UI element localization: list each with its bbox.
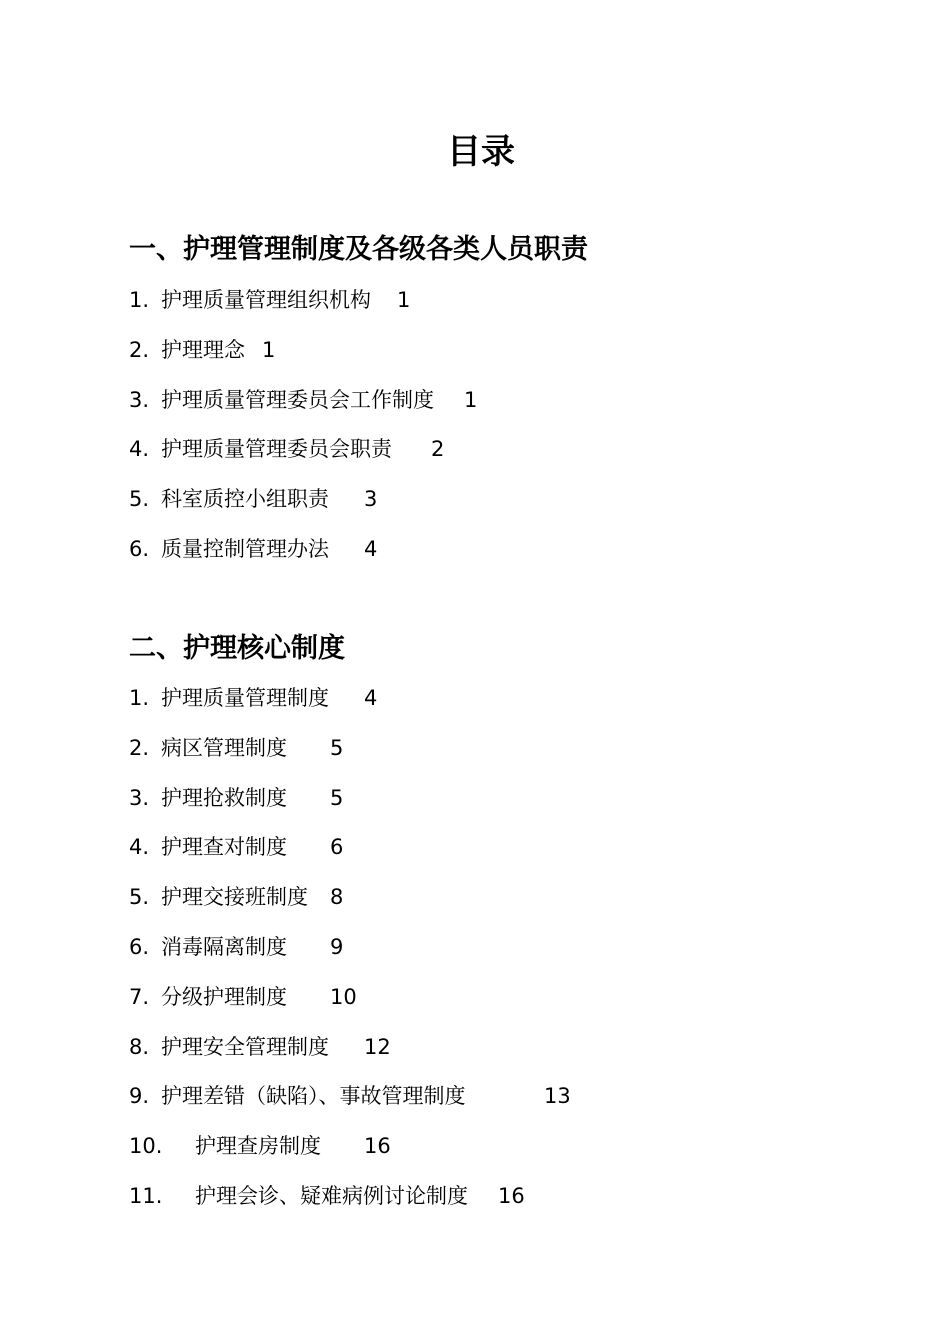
toc-item-number: 6. xyxy=(129,536,150,561)
toc-item-page: 10 xyxy=(330,984,357,1009)
toc-item-page: 2 xyxy=(431,437,445,462)
toc-item[interactable] xyxy=(129,684,571,734)
toc-item-page: 1 xyxy=(397,288,411,312)
toc-item-number: 8. xyxy=(129,1034,150,1059)
toc-list xyxy=(129,684,571,1232)
toc-item[interactable] xyxy=(129,485,588,535)
toc-item-title: 护理查房制度 xyxy=(195,1134,321,1159)
toc-item-page: 16 xyxy=(364,1134,391,1159)
toc-item[interactable] xyxy=(129,983,571,1033)
toc-item[interactable] xyxy=(129,933,571,983)
toc-item-title: 护理交接班制度 xyxy=(161,885,308,910)
toc-item-title: 护理会诊、疑难病例讨论制度 xyxy=(195,1183,468,1208)
toc-item-page: 4 xyxy=(364,686,378,710)
toc-item-title: 护理理念 xyxy=(161,337,245,362)
toc-item-number: 4. xyxy=(129,835,150,860)
toc-item-title: 护理安全管理制度 xyxy=(161,1034,329,1059)
toc-item-page: 8 xyxy=(330,885,344,910)
toc-item-title: 护理查对制度 xyxy=(161,835,287,860)
toc-item[interactable] xyxy=(129,336,588,386)
section-heading: 一、护理管理制度及各级各类人员职责 xyxy=(129,234,588,265)
toc-item[interactable] xyxy=(129,286,588,336)
toc-item-number: 10. xyxy=(129,1134,163,1159)
toc-list xyxy=(129,286,588,585)
toc-item[interactable] xyxy=(129,883,571,933)
toc-item[interactable] xyxy=(129,435,588,485)
toc-item-page: 9 xyxy=(330,934,344,959)
toc-item-page: 5 xyxy=(330,735,344,760)
toc-item-title: 护理差错（缺陷）、事故管理制度 xyxy=(161,1084,466,1109)
toc-section-2 xyxy=(129,629,571,1232)
toc-item-number: 2. xyxy=(129,337,150,362)
toc-item[interactable] xyxy=(129,784,571,834)
toc-item[interactable] xyxy=(129,1033,571,1083)
toc-item-number: 6. xyxy=(129,934,150,959)
page-title: 目录 xyxy=(447,132,515,172)
section-heading: 二、护理核心制度 xyxy=(129,633,345,664)
toc-section-1 xyxy=(129,230,588,585)
toc-item-title: 护理质量管理委员会职责 xyxy=(161,437,392,462)
toc-item-number: 3. xyxy=(129,785,150,810)
toc-item-title: 护理质量管理制度 xyxy=(161,686,329,710)
toc-item-page: 1 xyxy=(262,337,276,362)
toc-item[interactable] xyxy=(129,833,571,883)
toc-item[interactable] xyxy=(129,1132,571,1182)
toc-item-number: 2. xyxy=(129,735,150,760)
toc-item-title: 科室质控小组职责 xyxy=(161,487,329,512)
toc-item-number: 9. xyxy=(129,1084,150,1109)
toc-item-page: 6 xyxy=(330,835,344,860)
toc-item-title: 护理质量管理组织机构 xyxy=(161,288,371,312)
toc-item-page: 13 xyxy=(544,1084,571,1109)
toc-item-number: 5. xyxy=(129,885,150,910)
toc-item-number: 1. xyxy=(129,288,150,312)
toc-item-title: 护理质量管理委员会工作制度 xyxy=(161,387,434,412)
toc-item-title: 护理抢救制度 xyxy=(161,785,287,810)
toc-item-title: 病区管理制度 xyxy=(161,735,287,760)
toc-item[interactable] xyxy=(129,1082,571,1132)
toc-item-page: 3 xyxy=(364,487,378,512)
toc-item-page: 1 xyxy=(464,387,478,412)
toc-item-number: 11. xyxy=(129,1183,163,1208)
toc-item-page: 16 xyxy=(498,1183,525,1208)
toc-item[interactable] xyxy=(129,734,571,784)
toc-item[interactable] xyxy=(129,535,588,585)
toc-item-page: 4 xyxy=(364,536,378,561)
toc-item-number: 3. xyxy=(129,387,150,412)
toc-item-title: 分级护理制度 xyxy=(161,984,287,1009)
toc-item-number: 4. xyxy=(129,437,150,462)
toc-item-number: 7. xyxy=(129,984,150,1009)
toc-item-number: 1. xyxy=(129,686,150,710)
toc-item-title: 消毒隔离制度 xyxy=(161,934,287,959)
toc-item-page: 12 xyxy=(364,1034,391,1059)
toc-item-number: 5. xyxy=(129,487,150,512)
toc-item-page: 5 xyxy=(330,785,344,810)
toc-item-title: 质量控制管理办法 xyxy=(161,536,329,561)
toc-item[interactable] xyxy=(129,386,588,436)
toc-item[interactable] xyxy=(129,1182,571,1232)
